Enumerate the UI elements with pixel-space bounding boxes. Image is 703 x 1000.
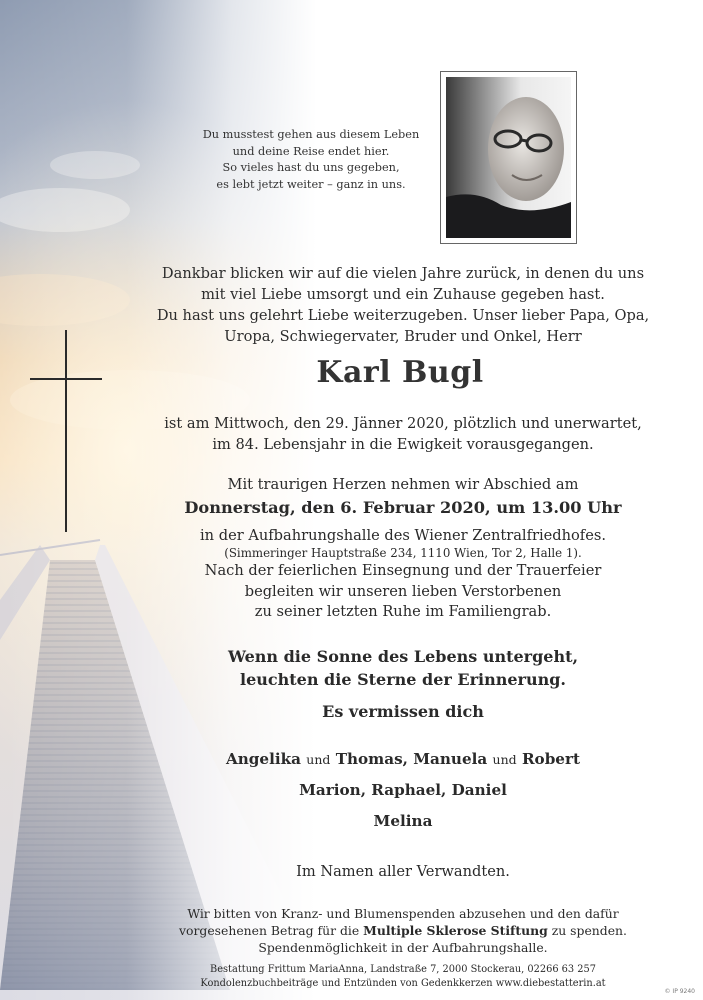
- intro-line: Dankbar blicken wir auf die vielen Jahre zurück, in denen du uns: [161, 265, 645, 282]
- family-conjunction: und: [492, 752, 517, 767]
- undertaker-line: Kondolenzbuchbeiträge und Entzünden von Gedenkkerzen www.diebestatterin.at: [200, 977, 606, 989]
- family-name: Angelika: [225, 750, 301, 768]
- funeral-location: in der Aufbahrungshalle des Wiener Zentralfriedhofes.: [200, 527, 606, 544]
- family-row: [150, 748, 656, 771]
- intro-line: Du hast uns gelehrt Liebe weiterzugeben. Unser lieber Papa, Opa,: [156, 307, 650, 324]
- death-line: ist am Mittwoch, den 29. Jänner 2020, plötzlich und unerwartet,: [164, 415, 642, 432]
- deceased-name: Karl Bugl: [316, 355, 484, 390]
- mourners-heading: Es vermissen dich: [322, 702, 484, 721]
- poem-line: Du musstest gehen aus diesem Leben: [202, 128, 420, 141]
- charity-name: Multiple Sklerose Stiftung: [363, 923, 548, 938]
- print-code: © IP 9240: [664, 988, 695, 995]
- cross-icon: [30, 330, 102, 532]
- family-row: Marion, Raphael, Daniel: [299, 781, 507, 799]
- family-row: Melina: [373, 812, 433, 830]
- donation-line: Spendenmöglichkeit in der Aufbahrungshalle.: [258, 940, 548, 955]
- family-name: Robert: [521, 750, 580, 768]
- poem-line: So vieles hast du uns gegeben,: [222, 161, 400, 174]
- memorial-quote: [150, 645, 656, 691]
- donation-line: [150, 922, 656, 939]
- ceremony-line: zu seiner letzten Ruhe im Familiengrab.: [254, 603, 552, 620]
- intro-text: [150, 263, 656, 347]
- poem: [196, 127, 426, 193]
- undertaker-line: Bestattung Frittum MariaAnna, Landstraße 7, 2000 Stockerau, 02266 63 257: [210, 964, 596, 975]
- family-conjunction: und: [306, 752, 331, 767]
- donation-text: vorgesehenen Betrag für die: [179, 923, 360, 938]
- undertaker-info: [150, 963, 656, 990]
- funeral-address: (Simmeringer Hauptstraße 234, 1110 Wien, Tor 2, Halle 1).: [224, 546, 582, 560]
- family-name: Thomas, Manuela: [335, 750, 488, 768]
- death-notice: [150, 413, 656, 455]
- portrait-photo: [446, 77, 571, 238]
- poem-line: es lebt jetzt weiter – ganz in uns.: [216, 177, 406, 191]
- farewell-text: Mit traurigen Herzen nehmen wir Abschied am: [227, 476, 579, 493]
- ceremony-line: Nach der feierlichen Einsegnung und der Trauerfeier: [204, 562, 602, 579]
- donation-note: [150, 905, 656, 956]
- intro-line: mit viel Liebe umsorgt und ein Zuhause gegeben hast.: [201, 286, 605, 303]
- relatives-text: Im Namen aller Verwandten.: [296, 863, 510, 880]
- portrait-photo-frame: [440, 71, 577, 244]
- quote-line: Wenn die Sonne des Lebens untergeht,: [227, 647, 579, 666]
- poem-line: und deine Reise endet hier.: [232, 144, 390, 158]
- funeral-date: Donnerstag, den 6. Februar 2020, um 13.00 Uhr: [184, 498, 622, 517]
- ceremony-text: [150, 561, 656, 623]
- quote-line: leuchten die Sterne der Erinnerung.: [240, 670, 566, 689]
- ceremony-line: begleiten wir unseren lieben Verstorbenen: [244, 582, 562, 600]
- intro-line: Uropa, Schwiegervater, Bruder und Onkel, Herr: [224, 328, 582, 345]
- death-line: im 84. Lebensjahr in die Ewigkeit vorausgegangen.: [212, 436, 594, 453]
- donation-text: zu spenden.: [551, 923, 627, 938]
- donation-line: Wir bitten von Kranz- und Blumenspenden abzusehen und den dafür: [187, 906, 619, 921]
